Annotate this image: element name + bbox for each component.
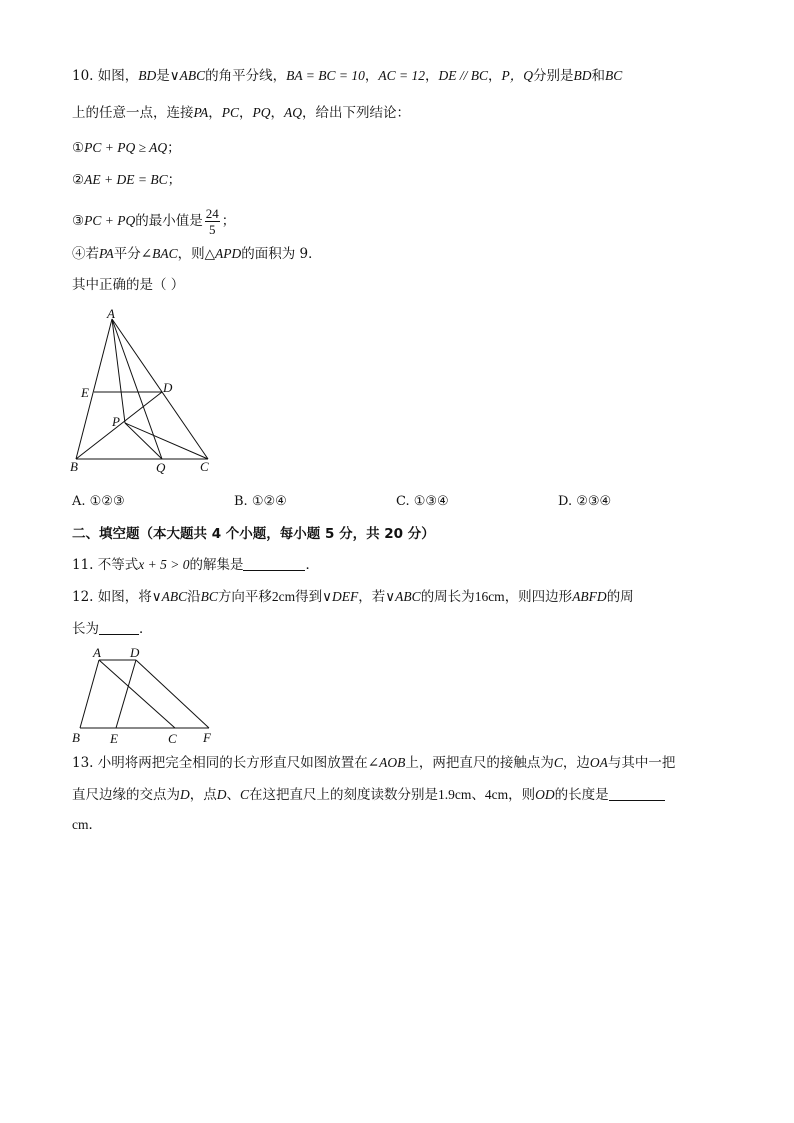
q10-statement-3: ③PC + PQ的最小值是 $\frac{24}{5}$ ； <box>72 206 236 237</box>
label-D: D <box>130 645 140 660</box>
q13-line1: 13. 小明将两把完全相同的长方形直尺如图放置在∠AOB上，两把直尺的接触点为C，边OA与其中一把 <box>72 755 676 771</box>
section-fill-in-title: 二、填空题（本大题共 4 个小题，每小题 5 分，共 20 分） <box>72 526 435 542</box>
segment-AC <box>99 660 175 728</box>
q12-line1: 12. 如图，将∨ABC沿BC方向平移2cm得到∨DEF，若∨ABC的周长为16cm，则四边形ABFD的周 <box>72 589 634 605</box>
label-P: P <box>112 414 120 429</box>
label-E: E <box>81 385 89 400</box>
q10-line2: 上的任意一点，连接PA，PC，PQ，AQ，给出下列结论： <box>72 105 411 121</box>
segment-DF <box>136 660 209 728</box>
label-C: C <box>168 731 177 746</box>
option-b[interactable]: B. ①②④ <box>234 494 287 509</box>
q12-line2: 长为 ． <box>72 621 153 637</box>
segment-PQ <box>125 423 162 459</box>
segment-AB <box>80 660 99 728</box>
q11-answer-blank[interactable] <box>243 556 305 571</box>
q10-statement-2: ②AE + DE = BC； <box>72 172 182 188</box>
q13-line3: cm． <box>72 817 102 833</box>
option-d[interactable]: D. ②③④ <box>558 494 612 509</box>
q10-triangle-figure <box>60 305 230 480</box>
option-a[interactable]: A. ①②③ <box>72 494 125 509</box>
label-Q: Q <box>156 460 166 475</box>
label-B: B <box>70 459 78 474</box>
segment-AQ <box>112 319 162 459</box>
q12-translation-figure <box>66 644 226 748</box>
label-A: A <box>93 645 101 660</box>
q11-line: 11. 不等式x + 5 > 0的解集是 ． <box>72 557 319 573</box>
q12-answer-blank[interactable] <box>99 620 139 635</box>
label-A: A <box>107 306 115 321</box>
q10-statement-4: ④若PA平分∠BAC，则△APD的面积为 9． <box>72 246 322 262</box>
label-E: E <box>110 731 118 746</box>
label-B: B <box>72 730 80 745</box>
q10-question: 其中正确的是（ ） <box>72 277 185 293</box>
segment-DE <box>116 660 136 728</box>
label-F: F <box>203 730 211 745</box>
q13-answer-blank[interactable] <box>609 786 665 801</box>
q10-statement-1: ①PC + PQ ≥ AQ； <box>72 140 181 156</box>
label-C: C <box>200 459 209 474</box>
option-c[interactable]: C. ①③④ <box>396 494 449 509</box>
q13-line2: 直尺边缘的交点为D，点D、C在这把直尺上的刻度读数分别是1.9cm、4cm，则OD的长度是 <box>72 785 665 805</box>
q10-line1: 10. 如图，BD是∨ABC的角平分线，BA = BC = 10，AC = 12，DE // BC，P，Q分别是BD和BC <box>72 68 623 84</box>
label-D: D <box>163 380 173 395</box>
fraction-24-over-5: $\frac{24}{5}$ <box>205 206 219 237</box>
